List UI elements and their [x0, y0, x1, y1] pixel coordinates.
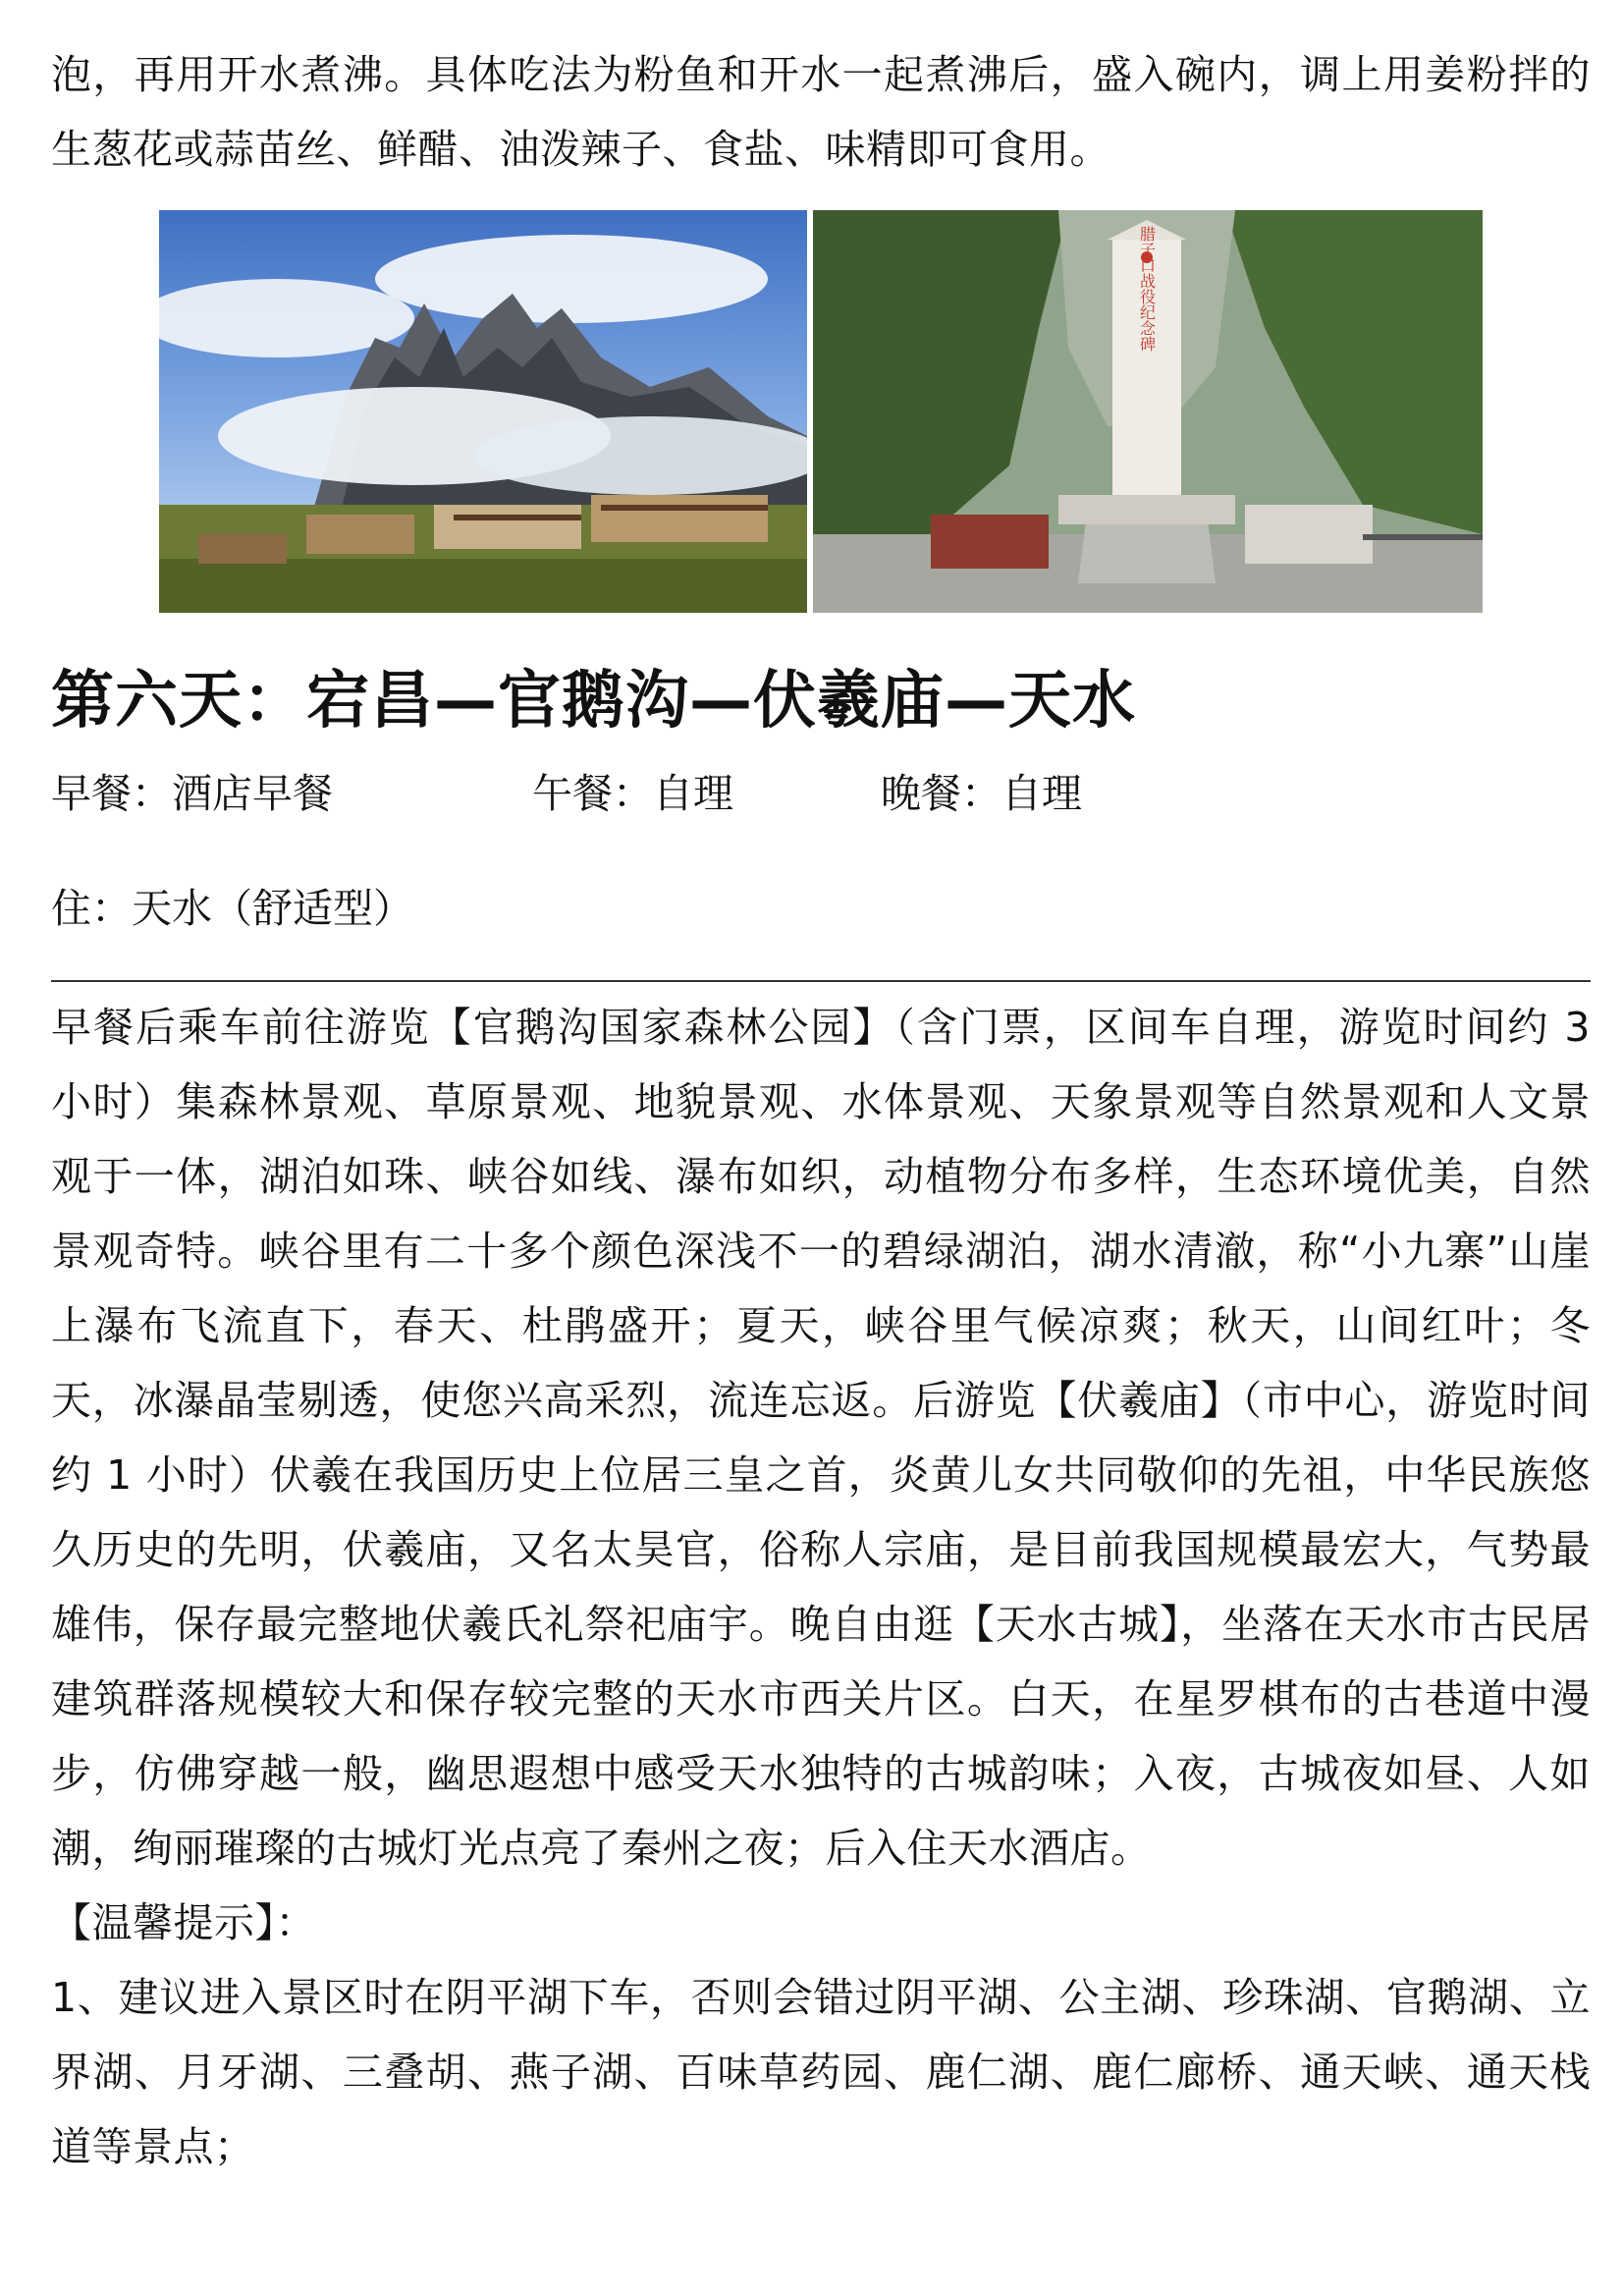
- photo-strip: [159, 210, 1538, 613]
- day-description: 早餐后乘车前往游览【官鹅沟国家森林公园】（含门票，区间车自理，游览时间约 3 小时）集森林景观、草原景观、地貌景观、水体景观、天象景观等自然景观和人文景观于一体，湖泊如珠、峡谷如线、瀑布如织，动植物分布多样，生态环境优美，自然景观奇特。峡谷里有二十多个颜色深浅不一的碧绿湖泊，湖水清澈，称“小九寨”山崖上瀑布飞流直下，春天、杜鹃盛开；夏天，峡谷里气候凉爽；秋天，山间红叶；冬天，冰瀑晶莹剔透，使您兴高采烈，流连忘返。后游览【伏羲庙】（市中心，游览时间约 1 小时）伏羲在我国历史上位居三皇之首，炎黄儿女共同敬仰的先祖，中华民族悠久历史的先明，伏羲庙，又名太昊官，俗称人宗庙，是目前我国规模最宏大，气势最雄伟，保存最完整地伏羲氏礼祭祀庙宇。晚自由逛【天水古城】，坐落在天水市古民居建筑群落规模较大和保存较完整的天水市西关片区。白天，在星罗棋布的古巷道中漫步，仿佛穿越一般，幽思遐想中感受天水独特的古城韵味；入夜，古城夜如昼、人如潮，绚丽璀璨的古城灯光点亮了秦州之夜；后入住天水酒店。: [51, 1004, 1591, 1872]
- lunch-info: 午餐：自理: [532, 770, 733, 817]
- monument-inscription: 腊子口战役纪念碑: [1137, 226, 1157, 352]
- breakfast-info: 早餐：酒店早餐: [51, 770, 333, 817]
- day-body: [51, 990, 1591, 2184]
- photo-memorial-monument: [813, 210, 1483, 613]
- section-divider: [51, 980, 1591, 982]
- photo-mountain-village: [159, 210, 807, 613]
- tip-item-1: 1、建议进入景区时在阴平湖下车，否则会错过阴平湖、公主湖、珍珠湖、官鹅湖、立界湖、月牙湖、三叠胡、燕子湖、百味草药园、鹿仁湖、鹿仁廊桥、通天峡、通天栈道等景点；: [51, 1974, 1591, 2170]
- memorial-monument-image: [813, 210, 1483, 613]
- dinner-info: 晚餐：自理: [881, 770, 1082, 817]
- day-title: 第六天：宕昌—官鹅沟—伏羲庙—天水: [51, 665, 1136, 738]
- meals-row: [51, 761, 1591, 820]
- mountain-village-image: [159, 210, 807, 613]
- intro-paragraph: 泡，再用开水煮沸。具体吃法为粉鱼和开水一起煮沸后，盛入碗内，调上用姜粉拌的生葱花或蒜苗丝、鲜醋、油泼辣子、食盐、味精即可食用。: [51, 51, 1591, 173]
- accommodation-info: 住：天水（舒适型）: [51, 885, 413, 932]
- tips-heading: 【温馨提示】：: [51, 1899, 316, 1946]
